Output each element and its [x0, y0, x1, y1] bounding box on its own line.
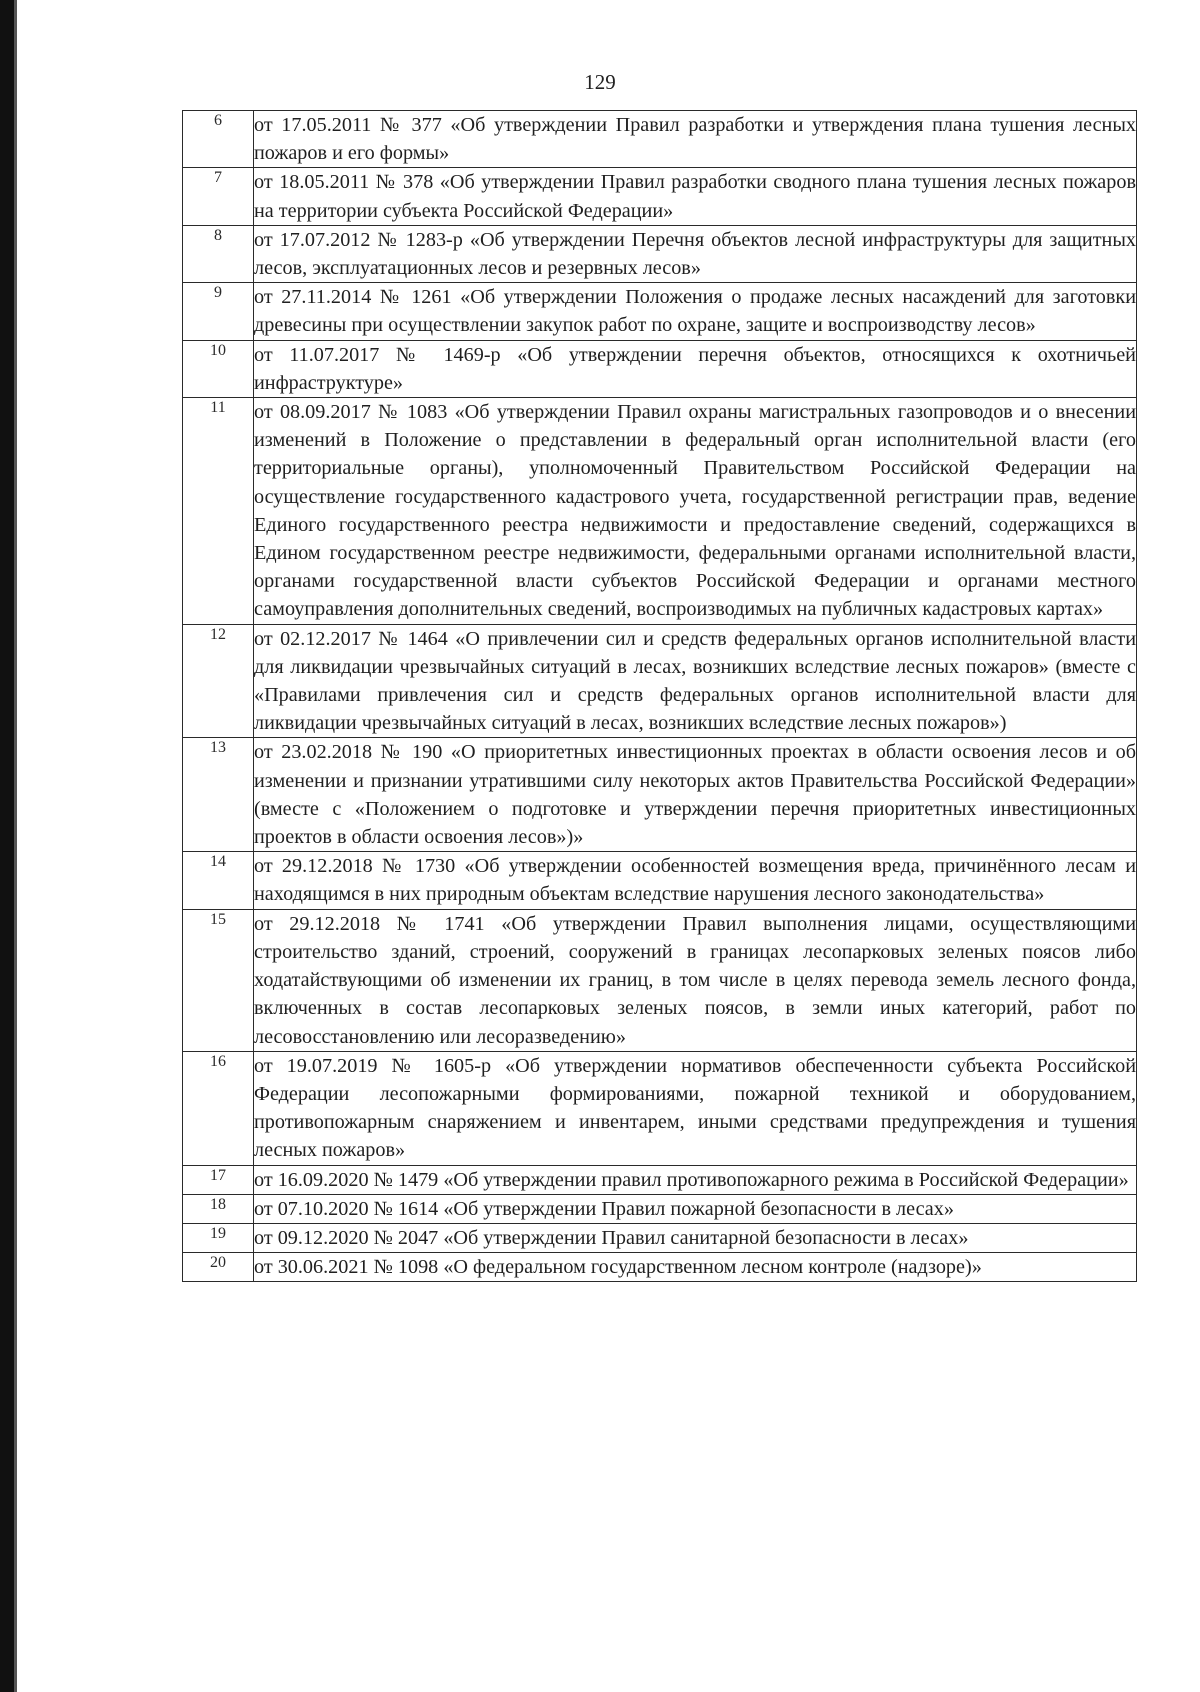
- row-number: 16: [183, 1051, 254, 1165]
- regulations-table: [182, 110, 1137, 1282]
- row-text: от 19.07.2019 № 1605-р «Об утверждении нормативов обеспеченности субъекта Российской Федерации лесопожарными формированиями, пожарной техникой и оборудованием, противопожарным снаряжением и инвентарем, иными средствами предупреждения и тушения лесных пожаров»: [254, 1051, 1137, 1165]
- row-number: 11: [183, 398, 254, 625]
- table-row: [183, 909, 1137, 1051]
- row-number: 8: [183, 225, 254, 282]
- row-text: от 16.09.2020 № 1479 «Об утверждении правил противопожарного режима в Российской Федерации»: [254, 1165, 1137, 1194]
- row-text: от 29.12.2018 № 1741 «Об утверждении Правил выполнения лицами, осуществляющими строительство зданий, строений, сооружений в границах лесопарковых зеленых поясов либо ходатайствующими об изменении их границ, в том числе в целях перевода земель лесного фонда, включенных в состав лесопарковых зеленых поясов, в земли иных категорий, работ по лесовосстановлению или лесоразведению»: [254, 909, 1137, 1051]
- row-text: от 27.11.2014 № 1261 «Об утверждении Положения о продаже лесных насаждений для заготовки древесины при осуществлении закупок работ по охране, защите и воспроизводству лесов»: [254, 283, 1137, 340]
- table-row: [183, 340, 1137, 397]
- row-text: от 23.02.2018 № 190 «О приоритетных инвестиционных проектах в области освоения лесов и об изменении и признании утратившими силу некоторых актов Правительства Российской Федерации» (вместе с «Положением о подготовке и утверждении перечня приоритетных инвестиционных проектов в области освоения лесов»)»: [254, 738, 1137, 852]
- table-row: [183, 738, 1137, 852]
- table-row: [183, 1165, 1137, 1194]
- scan-dark-edge: [0, 0, 14, 1692]
- table-row: [183, 852, 1137, 909]
- table-row: [183, 225, 1137, 282]
- row-text: от 29.12.2018 № 1730 «Об утверждении особенностей возмещения вреда, причинённого лесам и находящимся в них природным объектам вследствие нарушения лесного законодательства»: [254, 852, 1137, 909]
- row-text: от 17.07.2012 № 1283-р «Об утверждении Перечня объектов лесной инфраструктуры для защитных лесов, эксплуатационных лесов и резервных лесов»: [254, 225, 1137, 282]
- table-row: [183, 1194, 1137, 1223]
- row-number: 17: [183, 1165, 254, 1194]
- page-number: 129: [584, 70, 616, 94]
- row-number: 6: [183, 111, 254, 168]
- row-text: от 09.12.2020 № 2047 «Об утверждении Правил санитарной безопасности в лесах»: [254, 1223, 1137, 1252]
- row-number: 18: [183, 1194, 254, 1223]
- row-number: 14: [183, 852, 254, 909]
- table-row: [183, 283, 1137, 340]
- row-number: 20: [183, 1253, 254, 1282]
- table-row: [183, 1223, 1137, 1252]
- row-text: от 11.07.2017 № 1469-р «Об утверждении перечня объектов, относящихся к охотничьей инфраструктуре»: [254, 340, 1137, 397]
- table-row: [183, 624, 1137, 738]
- row-number: 19: [183, 1223, 254, 1252]
- row-number: 13: [183, 738, 254, 852]
- row-text: от 08.09.2017 № 1083 «Об утверждении Правил охраны магистральных газопроводов и о внесении изменений в Положение о представлении в федеральный орган исполнительной власти (его территориальные органы), уполномоченный Правительством Российской Федерации на осуществление государственного кадастрового учета, государственной регистрации прав, ведение Единого государственного реестра недвижимости и предоставление сведений, содержащихся в Едином государственном реестре недвижимости, федеральными органами исполнительной власти, органами государственной власти субъектов Российской Федерации и органами местного самоуправления дополнительных сведений, воспроизводимых на публичных кадастровых картах»: [254, 398, 1137, 625]
- scan-edge-shadow: [14, 0, 17, 1692]
- table-row: [183, 1253, 1137, 1282]
- row-number: 12: [183, 624, 254, 738]
- table-row: [183, 111, 1137, 168]
- row-number: 7: [183, 168, 254, 225]
- row-text: от 07.10.2020 № 1614 «Об утверждении Правил пожарной безопасности в лесах»: [254, 1194, 1137, 1223]
- row-number: 10: [183, 340, 254, 397]
- row-text: от 02.12.2017 № 1464 «О привлечении сил и средств федеральных органов исполнительной власти для ликвидации чрезвычайных ситуаций в лесах, возникших вследствие лесных пожаров» (вместе с «Правилами привлечения сил и средств федеральных органов исполнительной власти для ликвидации чрезвычайных ситуаций в лесах, возникших вследствие лесных пожаров»): [254, 624, 1137, 738]
- row-text: от 30.06.2021 № 1098 «О федеральном государственном лесном контроле (надзоре)»: [254, 1253, 1137, 1282]
- row-number: 15: [183, 909, 254, 1051]
- table-row: [183, 168, 1137, 225]
- table-row: [183, 398, 1137, 625]
- row-text: от 18.05.2011 № 378 «Об утверждении Правил разработки сводного плана тушения лесных пожаров на территории субъекта Российской Федерации»: [254, 168, 1137, 225]
- table-row: [183, 1051, 1137, 1165]
- row-text: от 17.05.2011 № 377 «Об утверждении Правил разработки и утверждения плана тушения лесных пожаров и его формы»: [254, 111, 1137, 168]
- row-number: 9: [183, 283, 254, 340]
